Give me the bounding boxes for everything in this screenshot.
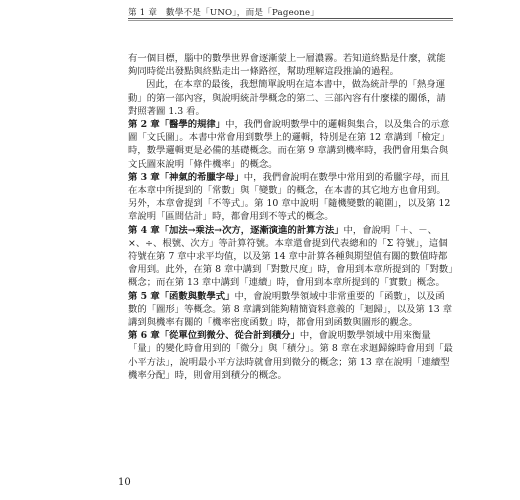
chapter-3-text: 中，我們會說明在數學中常用到的希臘字母，而且在本章中所提到的「常數」與「變數」的概念，在本書的其它地方也會用到。另外，本章會提到「不等式」。第 10 章中說明「隨機變數的範圍」，以及第 12 章說明「區間估計」時，都會用到不等式的概念。: [128, 171, 451, 223]
chapter-2-text: 中，我們會說明數學中的邏輯與集合，以及集合的示意圖「文氏圖」。本書中常會用到數學上的邏輯，特別是在第 12 章講到「檢定」時，數學邏輯更是必備的基礎概念。而在第 9 章講到機率時，我們會用集合與文氏圖來說明「條件機率」的概念。: [128, 119, 450, 170]
chapter-2-label: 第 2 章「醫學的規律」: [128, 119, 226, 131]
header-rule-thin: [128, 20, 453, 21]
chapter-5-label: 第 5 章「函數與數學式」: [128, 290, 235, 302]
paragraph-chapter-3: [128, 171, 453, 224]
page-number: 10: [118, 477, 131, 488]
chapter-5-text: 中，會說明數學領域中非常重要的「函數」，以及函數的「圖形」等概念。第 8 章講到能夠精簡資料意義的「迴歸」，以及第 13 章講到與機率有關的「機率密度函數」時，都會用到函數與圖形的觀念。: [128, 290, 453, 329]
chapter-4-text: 中，會說明「＋、－、×、÷、根號、次方」等計算符號。本章還會提到代表總和的「Σ 符號」，這個符號在第 7 章中求平均值，以及第 14 章中計算各種與期望值有關的數值時都會用到。此外，在第 8 章中講到「對數尺度」時，會用到本章所提到的「對數」概念；而在第 13 章中講到「連續」時，會用到本章所提到的「實數」概念。: [128, 224, 453, 289]
paragraph-chapter-4: [128, 224, 453, 290]
chapter-6-label: 第 6 章「從單位到微分、從合計到積分」: [128, 330, 300, 342]
chapter-6-text: 中，會說明數學領域中用來衡量「量」的變化時會用到的「微分」與「積分」。第 8 章在求迴歸線時會用到「最小平方法」，說明最小平方法時就會用到微分的概念；第 13 章在說明「連續型機率分配」時，則會用到積分的概念。: [128, 330, 453, 381]
chapter-3-label: 第 3 章「神氣的希臘字母」: [128, 171, 244, 183]
chapter-4-label: 第 4 章「加法→乘法→次方，逐漸演進的計算方法」: [128, 224, 344, 236]
paragraph-chapter-6: [128, 329, 453, 382]
body-text: [128, 52, 453, 382]
running-head: 第 1 章 數學不是「UNO」，而是「Pageone」: [128, 8, 320, 18]
paragraph-chapter-2: [128, 118, 453, 171]
paragraph-intro-continued: 有一個目標，腦中的數學世界會逐漸蒙上一層濃霧。若知道終點是什麼，就能夠同時從出發點與終點走出一條路徑，幫助理解這段推論的過程。: [128, 53, 446, 78]
header-rule: [128, 18, 453, 19]
paragraph-overview: 因此，在本章的最後，我想簡單說明在這本書中，做為統計學的「熱身運動」的第一部內容，與說明統計學概念的第二、三部內容有什麼樣的關係，請對照著圖 1.3 看。: [128, 79, 446, 117]
paragraph-chapter-5: [128, 290, 453, 330]
